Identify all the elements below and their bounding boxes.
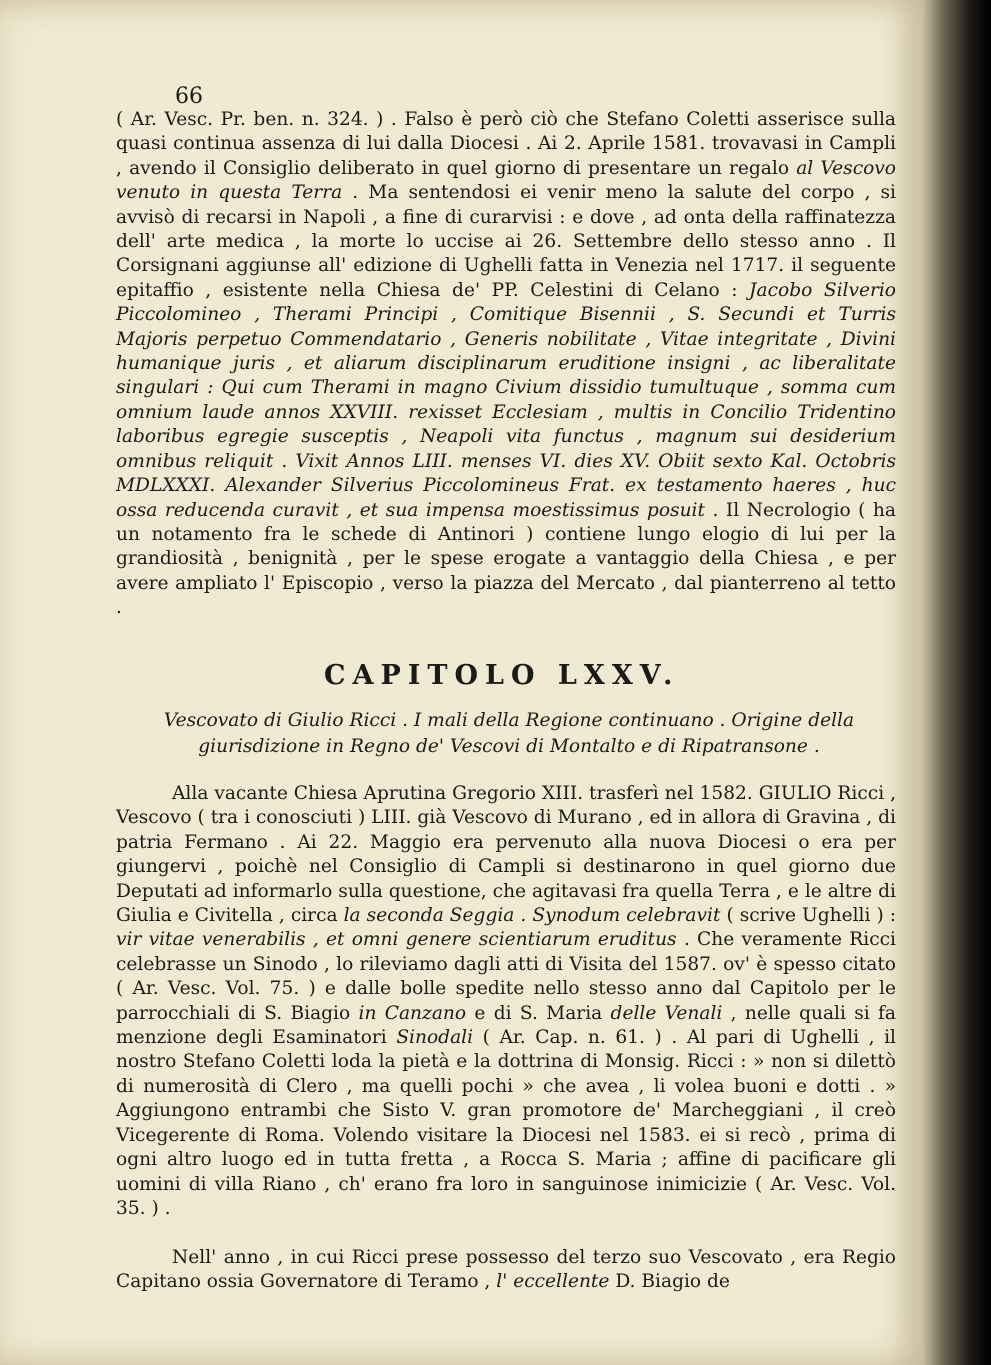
italic-run: vir vitae venerabilis , et omni genere scientiarum eruditus [116, 929, 677, 951]
epitaph-italic: Jacobo Silverio Piccolomineo , Therami Principi , Comitique Bisennii , S. Secundi et Turris Majoris perpetuo Commendatario , Generis nobilitate , Vitae integritate , Divini humanique juris , et aliarum disciplinarum eruditione insigni , ac liberalitate singulari : Qui cum Therami in magno Civium dissidio tumultuque , somma cum omnium laude annos XXVIII. rexisset Ecclesiam , multis in Concilio Tridentino laboribus egregie susceptis , Neapoli vita functus , magnum sui desiderium omnibus reliquit . Vixit Annos LIII. menses VI. dies XV. Obiit sexto Kal. Octobris MDLXXXI. Alexander Silverius Piccolomineus Frat. ex testamento haeres , huc ossa reducenda curavit , et sua impensa moestissimus posuit [116, 279, 896, 521]
book-binding-shadow [922, 0, 991, 1365]
text-run: ( Ar. Cap. n. 61. ) . Al pari di Ughelli , il nostro Stefano Coletti loda la pietà e la dottrina di Monsig. Ricci : » non si dilettò di numerosità di Clero , ma quelli pochi » che avea , li volea buoni e dotti . » Aggiungono entrambi che Sisto V. gran promotore de' Marcheggiani , il creò Vicegerente di Roma. Volendo visitare la Diocesi nel 1583. ei si recò , prima di ogni altro luogo ed in tutta fretta , a Rocca S. Maria ; affine di pacificare gli uomini di villa Riano , ch' erano fra loro in sanguinose inimicizie ( Ar. Vesc. Vol. 35. ) . [116, 1027, 896, 1219]
text-run: ( Ar. Vesc. Pr. ben. n. 324. ) . Falso è però ciò che Stefano Coletti asserisce sulla quasi continua assenza di lui dalla Diocesi . Ai 2. Aprile 1581. trovavasi in Campli , avendo il Consiglio deliberato in quel giorno di presentare un regalo [116, 109, 896, 179]
italic-run: in Canzano [358, 1002, 467, 1024]
paragraph-3 [116, 1246, 896, 1295]
text-run: Nell' anno , in cui Ricci prese possesso del terzo suo Vescovato , era Regio Capitano ossia Governatore di Teramo , [116, 1247, 896, 1293]
text-run: D. Biagio de [609, 1271, 730, 1293]
paragraph-1 [116, 108, 896, 621]
text-run: Alla vacante Chiesa Aprutina Gregorio XIII. trasferì nel 1582. GIULIO Ricci , Vescovo ( tra i conosciuti ) LIII. già Vescovo di Murano , ed in allora di Gravina , di patria Fermano . Ai 22. Maggio era pervenuto alla nuova Diocesi o era per giungervi , poichè nel Consiglio di Campli si destinarono in quel giorno due Deputati ad informarlo sulla questione, che agitavasi fra quella Terra , e le altre di Giulia e Civitella , circa [116, 783, 896, 927]
italic-run: l' eccellente [496, 1271, 610, 1293]
text-run: , nelle quali si fa menzione degli Esaminatori [116, 1002, 897, 1049]
text-run: . Ma sentendosi ei venir meno la salute del corpo , si avvisò di recarsi in Napoli , a fine di curarvisi : e dove , ad onta della raffinatezza dell' arte medica , la morte lo uccise ai 26. Settembre dello stesso anno . Il Corsignani aggiunse all' edizione di Ughelli fatta in Venezia nel 1717. il seguente epitaffio , esistente nella Chiesa de' PP. Celestini di Celano : [116, 182, 896, 301]
italic-run: la seconda Seggia . Synodum celebravit [343, 905, 721, 927]
italic-run: al Vescovo venuto in questa Terra [116, 157, 896, 204]
text-run: . Il Necrologio ( ha un notamento fra le schede di Antinori ) contiene lungo elogio di lui per la grandiosità , benignità , per le spese erogate a vantaggio della Chiesa , e per avere ampliato l' Episcopio , verso la piazza del Mercato , dal pianterreno al tetto . [116, 499, 896, 619]
text-run: e di S. Maria [466, 1002, 611, 1024]
italic-run: Sinodali [396, 1027, 474, 1049]
text-run: ( scrive Ughelli ) : [720, 905, 896, 927]
chapter-summary: Vescovato di Giulio Ricci . I mali della Regione continuano . Origine della giurisdizione in Regno de' Vescovi di Montalto e di Ripatransone . [163, 710, 855, 757]
chapter-title: CAPITOLO LXXV. [324, 660, 680, 691]
paragraph-2 [116, 782, 896, 1221]
text-run: . Che veramente Ricci celebrasse un Sinodo , lo rileviamo dagli atti di Visita del 1587. ov' è spesso citato ( Ar. Vesc. Vol. 75. ) e dalle bolle spedite nello stesso anno dal Capitolo per le parrocchiali di S. Biagio [116, 929, 896, 1024]
italic-run: delle Venali [610, 1002, 723, 1024]
page-number: 66 [175, 84, 203, 109]
